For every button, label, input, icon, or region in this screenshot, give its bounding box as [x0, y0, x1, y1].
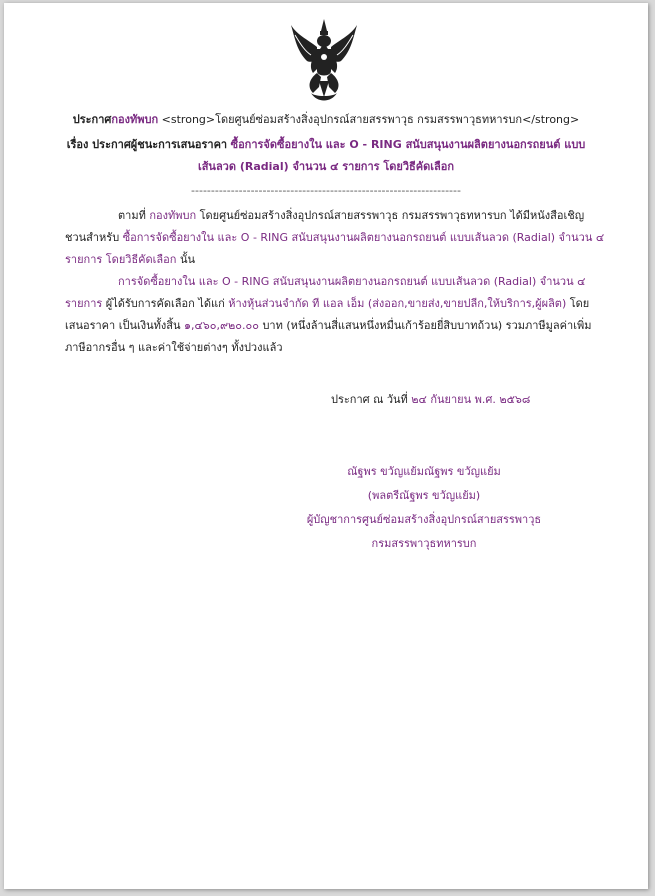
signature-printed-name: (พลตรีณัฐพร ขวัญแย้ม) [367, 489, 481, 502]
signature-position: ผู้บัญชาการศูนย์ซ่อมสร้างสิ่งอุปกรณ์สายสรรพาวุธ [306, 513, 542, 526]
para2-winner: ห้างหุ้นส่วนจำกัด ที แอล เอ็ม (ส่งออก,ขายส่ง,ขายปลีก,ให้บริการ,ผู้ผลิต) [228, 297, 567, 310]
subject-block [4, 134, 648, 178]
para1-project: ซื้อการจัดซื้อยางใน และ O - RING สนับสนุนงานผลิตยางนอกรถยนต์ แบบเส้นลวด (Radial) จำนวน ๔ [122, 231, 605, 244]
signature-block [304, 460, 544, 556]
para1-text: ตามที่ [118, 209, 146, 222]
para2-text-b: โดย [569, 297, 590, 310]
para2-line4: ภาษีอากรอื่น ๆ และค่าใช้จ่ายต่างๆ ทั้งปวงแล้ว [65, 341, 283, 354]
date-label: ประกาศ ณ วันที่ [331, 393, 408, 406]
para1-text-b: โดยศูนย์ซ่อมสร้างสิ่งอุปกรณ์สายสรรพาวุธ กรมสรรพาวุธทหารบก ได้มีหนังสือเชิญ [199, 209, 585, 222]
signature-department: กรมสรรพาวุธทหารบก [371, 537, 477, 550]
header-prefix: ประกาศ [72, 113, 112, 126]
para1-line2-text: ชวนสำหรับ [65, 231, 120, 244]
date-value: ๒๔ กันยายน พ.ศ. ๒๕๖๘ [411, 393, 531, 406]
subject-title-line2: เส้นลวด (Radial) จำนวน ๔ รายการ โดยวิธีคัดเลือก [197, 160, 455, 173]
para2-text: ผู้ได้รับการคัดเลือก ได้แก่ [105, 297, 225, 310]
para2-amount: ๑,๔๖๐,๙๒๐.๐๐ [183, 319, 259, 332]
para2-price-label: เสนอราคา เป็นเงินทั้งสิ้น [65, 319, 181, 332]
header-unit: <strong>โดยศูนย์ซ่อมสร้างสิ่งอุปกรณ์สายสรรพาวุธ กรมสรรพาวุธทหารบก</strong> [161, 113, 580, 126]
para1-agency: กองทัพบก [149, 209, 197, 222]
document-page [4, 3, 648, 889]
para2-project: การจัดซื้อยางใน และ O - RING สนับสนุนงานผลิตยางนอกรถยนต์ แบบเส้นลวด (Radial) จำนวน ๔ [118, 275, 586, 288]
signature-signed-name: ณัฐพร ขวัญแย้มณัฐพร ขวัญแย้ม [347, 465, 501, 478]
para2-items: รายการ [65, 297, 103, 310]
body-paragraph-2 [65, 271, 605, 359]
para1-method: รายการ โดยวิธีคัดเลือก [65, 253, 177, 266]
header-agency: กองทัพบก [111, 113, 159, 126]
subject-label: เรื่อง ประกาศผู้ชนะการเสนอราคา [66, 138, 228, 151]
para1-end: นั้น [179, 253, 195, 266]
announcement-date [331, 389, 591, 411]
para2-amount-words: บาท (หนึ่งล้านสี่แสนหนึ่งหมื่นเก้าร้อยยี่สิบบาทถ้วน) รวมภาษีมูลค่าเพิ่ม [262, 319, 592, 332]
announcement-header [4, 112, 648, 128]
garuda-emblem-icon [289, 17, 359, 105]
subject-title-line1: ซื้อการจัดซื้อยางใน และ O - RING สนับสนุนงานผลิตยางนอกรถยนต์ แบบ [230, 138, 586, 151]
body-paragraph-1 [65, 205, 605, 271]
separator-line: -------------------------------------------------------------------- [191, 184, 461, 197]
